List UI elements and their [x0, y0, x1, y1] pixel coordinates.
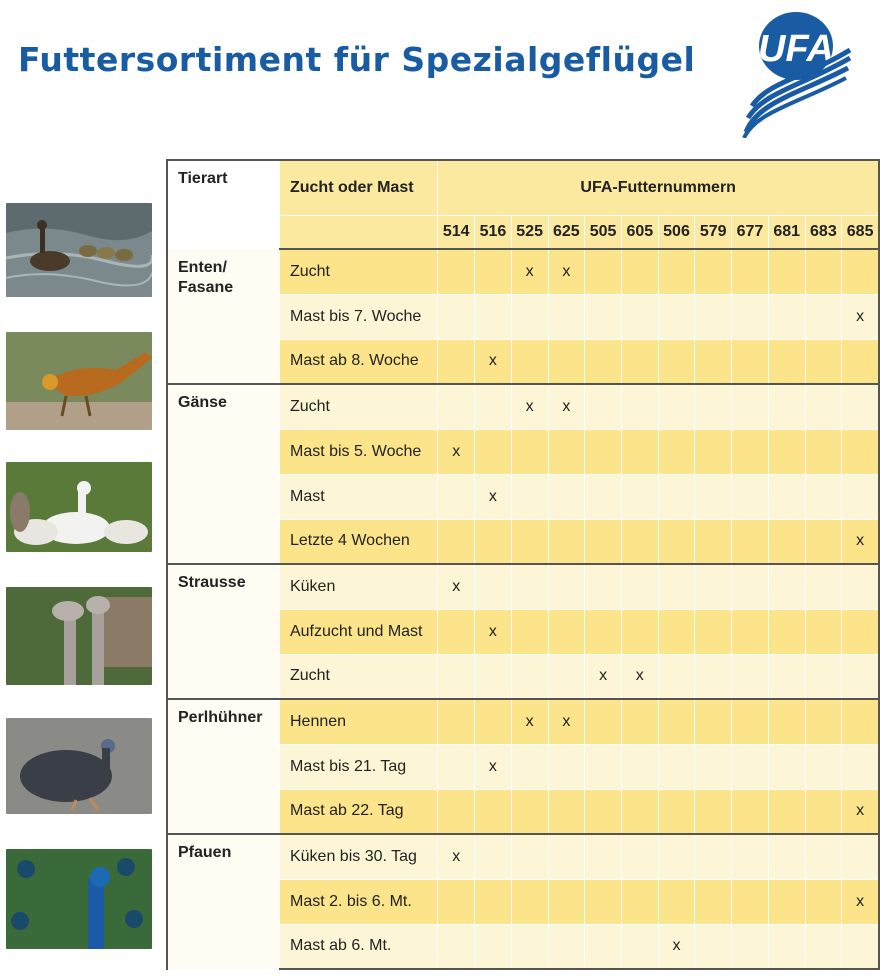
feed-mark-cell [805, 474, 842, 519]
feed-mark-cell: x [658, 924, 695, 969]
feed-mark-cell [695, 834, 732, 879]
feed-mark-cell [695, 519, 732, 564]
feed-mark-cell [658, 474, 695, 519]
usage-label: Mast bis 7. Woche [279, 294, 437, 339]
feed-mark-cell [511, 474, 548, 519]
feed-mark-cell [658, 609, 695, 654]
feed-mark-cell [621, 519, 658, 564]
table-row [167, 834, 879, 879]
feed-mark-cell [621, 699, 658, 744]
animal-cell [167, 699, 279, 834]
table-row [167, 384, 879, 429]
feed-mark-cell [621, 249, 658, 294]
feed-number-header: 505 [585, 215, 622, 249]
feed-mark-cell [511, 294, 548, 339]
feed-mark-cell [768, 879, 805, 924]
feed-mark-cell [842, 744, 879, 789]
feed-mark-cell [511, 519, 548, 564]
feed-mark-cell [732, 924, 769, 969]
feed-mark-cell: x [842, 879, 879, 924]
feed-mark-cell [842, 564, 879, 609]
feed-mark-cell [768, 474, 805, 519]
feed-mark-cell [585, 339, 622, 384]
feed-mark-cell [475, 519, 512, 564]
feed-mark-cell [585, 879, 622, 924]
feed-mark-cell [732, 384, 769, 429]
feed-mark-cell [842, 654, 879, 699]
feed-number-header: 514 [438, 215, 475, 249]
feed-number-header: 516 [475, 215, 512, 249]
animal-name: Enten/ [178, 258, 227, 276]
feed-mark-cell [805, 294, 842, 339]
feed-mark-cell [475, 249, 512, 294]
usage-label: Mast bis 21. Tag [279, 744, 437, 789]
feed-mark-cell: x [548, 384, 585, 429]
usage-label: Mast ab 22. Tag [279, 789, 437, 834]
feed-mark-cell [695, 654, 732, 699]
feed-mark-cell [805, 924, 842, 969]
feed-number-header: 677 [732, 215, 769, 249]
feed-mark-cell: x [585, 654, 622, 699]
feed-mark-cell [695, 249, 732, 294]
feed-mark-cell [805, 789, 842, 834]
feed-mark-cell [621, 429, 658, 474]
feed-mark-cell [842, 699, 879, 744]
feed-mark-cell [658, 519, 695, 564]
feed-mark-cell [548, 744, 585, 789]
usage-label: Zucht [279, 384, 437, 429]
feed-mark-cell [621, 834, 658, 879]
feed-mark-cell [511, 879, 548, 924]
feed-mark-cell [438, 384, 475, 429]
feed-mark-cell [658, 429, 695, 474]
feed-mark-cell: x [842, 519, 879, 564]
feed-mark-cell [768, 744, 805, 789]
photo-ostriches [6, 587, 152, 685]
feed-mark-cell [732, 519, 769, 564]
feed-mark-cell [511, 429, 548, 474]
animal-name-line2: Fasane [178, 278, 234, 296]
feed-mark-cell [658, 879, 695, 924]
feed-mark-cell [695, 474, 732, 519]
feed-mark-cell [842, 249, 879, 294]
feed-mark-cell: x [511, 699, 548, 744]
feed-mark-cell [805, 384, 842, 429]
usage-label: Zucht [279, 654, 437, 699]
feed-mark-cell [621, 474, 658, 519]
feed-mark-cell [768, 609, 805, 654]
feed-number-header: 683 [805, 215, 842, 249]
feed-mark-cell [695, 294, 732, 339]
animal-name: Gänse [178, 394, 227, 411]
feed-mark-cell [658, 699, 695, 744]
feed-mark-cell [475, 294, 512, 339]
feed-mark-cell [695, 339, 732, 384]
feed-mark-cell [585, 519, 622, 564]
feed-mark-cell [695, 384, 732, 429]
feed-mark-cell [695, 564, 732, 609]
feed-mark-cell: x [438, 429, 475, 474]
feed-mark-cell: x [842, 789, 879, 834]
feed-mark-cell [842, 474, 879, 519]
feed-mark-cell: x [511, 249, 548, 294]
feed-mark-cell [438, 294, 475, 339]
animal-cell [167, 564, 279, 699]
feed-mark-cell [695, 429, 732, 474]
feed-mark-cell [475, 834, 512, 879]
feed-mark-cell [621, 789, 658, 834]
feed-mark-cell: x [438, 834, 475, 879]
feed-mark-cell [475, 789, 512, 834]
photo-guineafowl [6, 718, 152, 814]
feed-mark-cell [585, 699, 622, 744]
feed-mark-cell [621, 879, 658, 924]
feed-mark-cell [732, 789, 769, 834]
feed-mark-cell [768, 654, 805, 699]
feed-mark-cell: x [475, 339, 512, 384]
usage-label: Zucht [279, 249, 437, 294]
feed-mark-cell [768, 789, 805, 834]
feed-number-header: 506 [658, 215, 695, 249]
feed-mark-cell [805, 609, 842, 654]
photo-geese [6, 462, 152, 552]
animal-cell [167, 384, 279, 564]
feed-mark-cell: x [842, 294, 879, 339]
feed-mark-cell [805, 654, 842, 699]
feed-mark-cell [438, 654, 475, 699]
feed-mark-cell [548, 879, 585, 924]
feed-mark-cell [548, 564, 585, 609]
feed-mark-cell [548, 654, 585, 699]
feed-mark-cell [805, 429, 842, 474]
feed-mark-cell [732, 339, 769, 384]
feed-mark-cell [658, 339, 695, 384]
feed-mark-cell [658, 294, 695, 339]
feed-mark-cell [475, 924, 512, 969]
feed-mark-cell [438, 879, 475, 924]
feed-mark-cell [585, 474, 622, 519]
feed-mark-cell [475, 384, 512, 429]
feed-mark-cell [621, 744, 658, 789]
photo-ducks [6, 203, 152, 297]
animal-name: Strausse [178, 574, 246, 591]
feed-mark-cell [732, 744, 769, 789]
feed-mark-cell [438, 744, 475, 789]
feed-mark-cell [732, 699, 769, 744]
feed-mark-cell [621, 609, 658, 654]
feed-mark-cell [732, 654, 769, 699]
feed-mark-cell [805, 879, 842, 924]
feed-mark-cell [658, 384, 695, 429]
feed-mark-cell [585, 564, 622, 609]
table-row [167, 564, 879, 609]
feed-mark-cell [695, 609, 732, 654]
feed-mark-cell [438, 339, 475, 384]
usage-label: Mast ab 6. Mt. [279, 924, 437, 969]
feed-mark-cell [621, 384, 658, 429]
feed-mark-cell [511, 789, 548, 834]
header-zucht-blank [279, 215, 437, 249]
feed-mark-cell [548, 429, 585, 474]
feed-mark-cell [768, 699, 805, 744]
usage-label: Hennen [279, 699, 437, 744]
feed-mark-cell [475, 654, 512, 699]
feed-number-header: 625 [548, 215, 585, 249]
feed-number-header: 685 [842, 215, 879, 249]
feed-mark-cell [621, 339, 658, 384]
feed-mark-cell [695, 924, 732, 969]
feed-mark-cell: x [475, 474, 512, 519]
feed-mark-cell [511, 339, 548, 384]
feed-mark-cell [621, 564, 658, 609]
animal-cell [167, 249, 279, 384]
feed-mark-cell [658, 834, 695, 879]
feed-mark-cell [732, 474, 769, 519]
feed-mark-cell [585, 249, 622, 294]
feed-number-header: 525 [511, 215, 548, 249]
feed-mark-cell: x [475, 609, 512, 654]
feed-mark-cell [511, 744, 548, 789]
feed-mark-cell: x [438, 564, 475, 609]
feed-mark-cell [438, 519, 475, 564]
feed-mark-cell [842, 609, 879, 654]
usage-label: Aufzucht und Mast [279, 609, 437, 654]
feed-mark-cell [695, 789, 732, 834]
feed-mark-cell [511, 564, 548, 609]
feed-mark-cell [768, 429, 805, 474]
feed-mark-cell [548, 474, 585, 519]
feed-mark-cell [805, 249, 842, 294]
feed-mark-cell [511, 654, 548, 699]
feed-number-header: 681 [768, 215, 805, 249]
feed-mark-cell [548, 789, 585, 834]
usage-label: Küken [279, 564, 437, 609]
feed-mark-cell [732, 429, 769, 474]
feed-mark-cell [842, 384, 879, 429]
feed-mark-cell [732, 879, 769, 924]
feed-mark-cell [658, 789, 695, 834]
table-row [167, 249, 879, 294]
feed-mark-cell [548, 834, 585, 879]
feed-mark-cell [805, 339, 842, 384]
table-row [167, 699, 879, 744]
header-ufa-futternummern: UFA-Futternummern [438, 160, 879, 215]
usage-label: Letzte 4 Wochen [279, 519, 437, 564]
usage-label: Mast bis 5. Woche [279, 429, 437, 474]
feed-mark-cell [438, 474, 475, 519]
feed-mark-cell [658, 564, 695, 609]
feed-mark-cell [732, 834, 769, 879]
animal-cell [167, 834, 279, 969]
feed-mark-cell [438, 924, 475, 969]
feed-mark-cell [805, 834, 842, 879]
feed-mark-cell [805, 564, 842, 609]
feed-mark-cell [548, 339, 585, 384]
feed-mark-cell [805, 699, 842, 744]
feed-mark-cell [585, 789, 622, 834]
feed-table [166, 159, 880, 970]
feed-mark-cell [768, 519, 805, 564]
feed-mark-cell [695, 699, 732, 744]
feed-mark-cell: x [475, 744, 512, 789]
usage-label: Küken bis 30. Tag [279, 834, 437, 879]
feed-mark-cell [732, 249, 769, 294]
feed-mark-cell [438, 249, 475, 294]
usage-label: Mast 2. bis 6. Mt. [279, 879, 437, 924]
feed-mark-cell [732, 609, 769, 654]
feed-mark-cell [695, 744, 732, 789]
animal-name: Perlhühner [178, 709, 263, 726]
feed-mark-cell [768, 294, 805, 339]
header-zucht-oder-mast: Zucht oder Mast [279, 160, 437, 215]
feed-mark-cell [658, 654, 695, 699]
feed-mark-cell [732, 564, 769, 609]
svg-text:UFA: UFA [758, 28, 834, 70]
feed-mark-cell [768, 339, 805, 384]
feed-mark-cell [438, 609, 475, 654]
usage-label: Mast [279, 474, 437, 519]
feed-mark-cell [621, 294, 658, 339]
feed-mark-cell [548, 519, 585, 564]
feed-mark-cell [805, 744, 842, 789]
feed-mark-cell [438, 699, 475, 744]
header-tierart: Tierart [167, 160, 279, 249]
feed-number-header: 605 [621, 215, 658, 249]
feed-mark-cell [768, 564, 805, 609]
feed-mark-cell [511, 924, 548, 969]
ufa-logo [738, 6, 854, 138]
feed-number-header: 579 [695, 215, 732, 249]
feed-mark-cell [768, 384, 805, 429]
feed-mark-cell [585, 429, 622, 474]
feed-mark-cell [511, 834, 548, 879]
feed-mark-cell [548, 294, 585, 339]
feed-mark-cell [658, 249, 695, 294]
feed-mark-cell [842, 834, 879, 879]
feed-mark-cell [585, 924, 622, 969]
feed-mark-cell: x [548, 699, 585, 744]
feed-mark-cell [768, 924, 805, 969]
feed-mark-cell [585, 609, 622, 654]
feed-mark-cell [842, 339, 879, 384]
feed-mark-cell [585, 294, 622, 339]
page-title: Futtersortiment für Spezialgeflügel [18, 40, 696, 79]
photo-pheasant [6, 332, 152, 430]
animal-name: Pfauen [178, 844, 232, 861]
feed-mark-cell: x [621, 654, 658, 699]
feed-mark-cell [475, 699, 512, 744]
feed-mark-cell [621, 924, 658, 969]
photo-peacock [6, 849, 152, 949]
feed-mark-cell [732, 294, 769, 339]
feed-mark-cell [548, 924, 585, 969]
feed-mark-cell [768, 249, 805, 294]
feed-mark-cell [695, 879, 732, 924]
feed-mark-cell [585, 384, 622, 429]
feed-mark-cell [475, 879, 512, 924]
feed-mark-cell [585, 744, 622, 789]
feed-mark-cell [585, 834, 622, 879]
feed-mark-cell [438, 789, 475, 834]
feed-mark-cell [475, 564, 512, 609]
feed-mark-cell [768, 834, 805, 879]
feed-mark-cell: x [511, 384, 548, 429]
feed-mark-cell [842, 429, 879, 474]
usage-label: Mast ab 8. Woche [279, 339, 437, 384]
feed-mark-cell [475, 429, 512, 474]
feed-mark-cell [658, 744, 695, 789]
feed-mark-cell [511, 609, 548, 654]
feed-mark-cell: x [548, 249, 585, 294]
feed-mark-cell [805, 519, 842, 564]
feed-mark-cell [842, 924, 879, 969]
feed-mark-cell [548, 609, 585, 654]
